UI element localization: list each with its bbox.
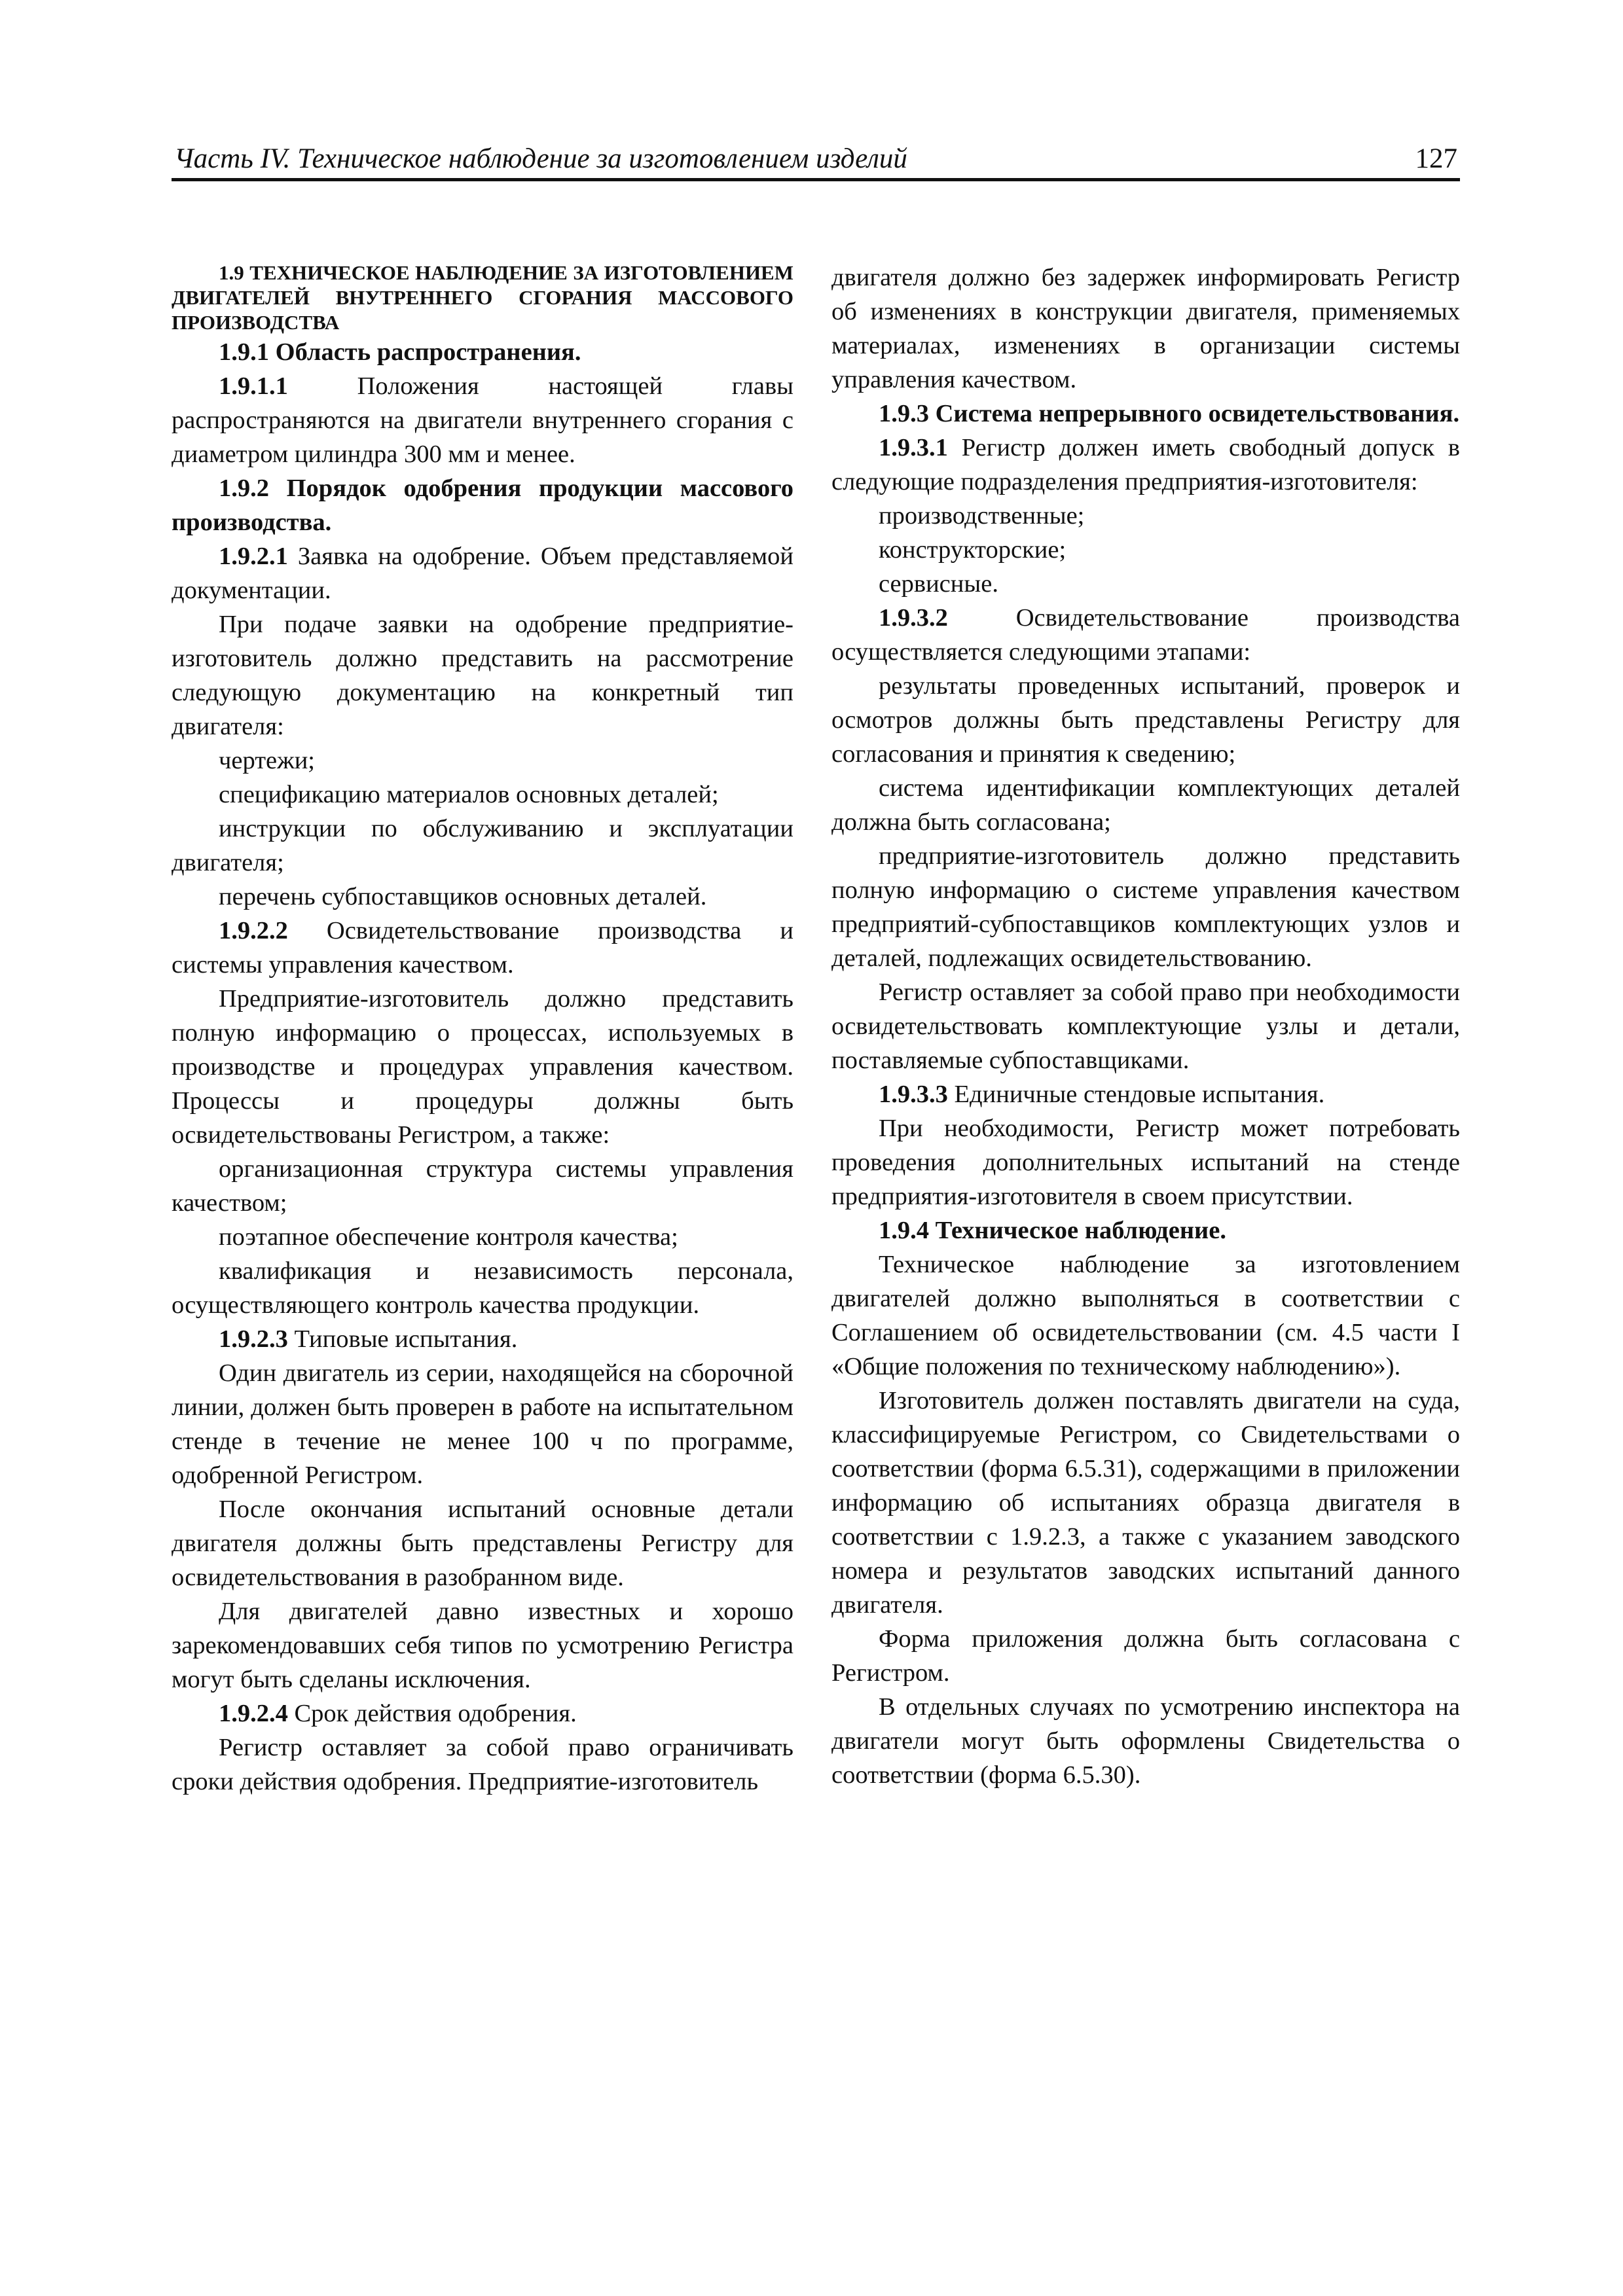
paragraph-validity: Регистр оставляет за собой право ограничивать сроки действия одобрения. Предприятие-изготовитель (172, 1734, 793, 1795)
paragraph-1-9-3-3: 1.9.3.3 Единичные стендовые испытания. (879, 1081, 1325, 1108)
paragraph-1-9-2-1: 1.9.2.1 Заявка на одобрение. Объем представляемой документации. (172, 543, 793, 604)
section-heading-1-9-4: 1.9.4 Техническое наблюдение. (879, 1217, 1226, 1244)
paragraph-bench: При необходимости, Регистр может потребовать проведения дополнительных испытаний на стенде предприятия-изготовителя в своем присутствии. (831, 1115, 1460, 1210)
list-item-qa: поэтапное обеспечение контроля качества; (219, 1223, 678, 1251)
list-item-dept: производственные; (879, 502, 1085, 529)
list-item-qa: организационная структура системы управления качеством; (172, 1155, 793, 1217)
paragraph-manufacturer: Предприятие-изготовитель должно представить полную информацию о процессах, используемых в производстве и процедурах управления качеством. Процессы и процедуры должны быть освидетельствованы Регистром, а также: (172, 985, 793, 1149)
paragraph-reserve: Регистр оставляет за собой право при необходимости освидетельствовать комплектующие узлы и детали, поставляемые субпоставщиками. (831, 978, 1460, 1074)
list-item-dept: сервисные. (879, 570, 998, 598)
section-heading-1-9-2: 1.9.2 Порядок одобрения продукции массового производства. (172, 475, 793, 536)
section-heading-1-9-1: 1.9.1 Область распространения. (219, 338, 581, 366)
paragraph-supervision: Техническое наблюдение за изготовлением двигателей должно выполняться в соответствии с Соглашением об освидетельствовании (см. 4.5 части I «Общие положения по техническому наблюдению»). (831, 1251, 1460, 1380)
paragraph-submit: При подаче заявки на одобрение предприятие-изготовитель должно представить на рассмотрение следующую документацию на конкретный тип двигателя: (172, 611, 793, 740)
list-item-doc: перечень субпоставщиков основных деталей. (219, 883, 707, 910)
list-item-doc: спецификацию материалов основных деталей; (219, 781, 719, 808)
paragraph-one-engine: Один двигатель из серии, находящейся на сборочной линии, должен быть проверен в работе на испытательном стенде в течение не менее 100 ч по программе, одобренной Регистром. (172, 1359, 793, 1489)
page-number: 127 (1415, 143, 1457, 174)
header-title: Часть IV. Техническое наблюдение за изготовлением изделий (174, 143, 907, 174)
paragraph-1-9-2-2: 1.9.2.2 Освидетельствование производства и системы управления качеством. (172, 917, 793, 978)
paragraph-1-9-2-4: 1.9.2.4 Срок действия одобрения. (219, 1700, 577, 1727)
paragraph-1-9-1-1: 1.9.1.1 Положения настоящей главы распространяются на двигатели внутреннего сгорания с диаметром цилиндра 300 мм и менее. (172, 372, 793, 468)
left-column (172, 260, 793, 1799)
chapter-title: 1.9 ТЕХНИЧЕСКОЕ НАБЛЮДЕНИЕ ЗА ИЗГОТОВЛЕНИЕМ ДВИГАТЕЛЕЙ ВНУТРЕННЕГО СГОРАНИЯ МАССОВОГО ПРОИЗВОДСТВА (172, 261, 793, 334)
right-column (831, 260, 1460, 1792)
list-item-stage: система идентификации комплектующих деталей должна быть согласована; (831, 774, 1460, 836)
paragraph-1-9-3-1: 1.9.3.1 Регистр должен иметь свободный допуск в следующие подразделения предприятия-изготовителя: (831, 434, 1460, 495)
paragraph-1-9-3-2: 1.9.3.2 Освидетельствование производства осуществляется следующими этапами: (831, 604, 1460, 666)
list-item-stage: предприятие-изготовитель должно представить полную информацию о системе управления качеством предприятий-субпоставщиков комплектующих узлов и деталей, подлежащих освидетельствованию. (831, 842, 1460, 972)
paragraph-form: Форма приложения должна быть согласована с Регистром. (831, 1625, 1460, 1687)
paragraph-after-tests: После окончания испытаний основные детали двигателя должны быть представлены Регистру для освидетельствования в разобранном виде. (172, 1496, 793, 1591)
list-item-doc: чертежи; (219, 747, 316, 774)
list-item-dept: конструкторские; (879, 536, 1067, 564)
paragraph-supply: Изготовитель должен поставлять двигатели на суда, классифицируемые Регистром, со Свидетельствами о соответствии (форма 6.5.31), содержащими в приложении информацию об испытаниях образца двигателя в соответствии с 1.9.2.3, а также с указанием заводского номера и результатов заводских испытаний данного двигателя. (831, 1387, 1460, 1619)
list-item-stage: результаты проведенных испытаний, проверок и осмотров должны быть представлены Регистру для согласования и принятия к сведению; (831, 672, 1460, 768)
list-item-qa: квалификация и независимость персонала, осуществляющего контроль качества продукции. (172, 1257, 793, 1319)
list-item-doc: инструкции по обслуживанию и эксплуатации двигателя; (172, 815, 793, 876)
paragraph-special: В отдельных случаях по усмотрению инспектора на двигатели могут быть оформлены Свидетельства о соответствии (форма 6.5.30). (831, 1693, 1460, 1789)
section-heading-1-9-3: 1.9.3 Система непрерывного освидетельствования. (879, 400, 1460, 427)
paragraph-1-9-2-3: 1.9.2.3 Типовые испытания. (219, 1325, 518, 1353)
paragraph-continued: двигателя должно без задержек информировать Регистр об изменениях в конструкции двигателя, применяемых материалах, изменениях в организации системы управления качеством. (831, 264, 1460, 393)
running-header (172, 139, 1460, 181)
paragraph-exceptions: Для двигателей давно известных и хорошо зарекомендовавших себя типов по усмотрению Регистра могут быть сделаны исключения. (172, 1598, 793, 1693)
